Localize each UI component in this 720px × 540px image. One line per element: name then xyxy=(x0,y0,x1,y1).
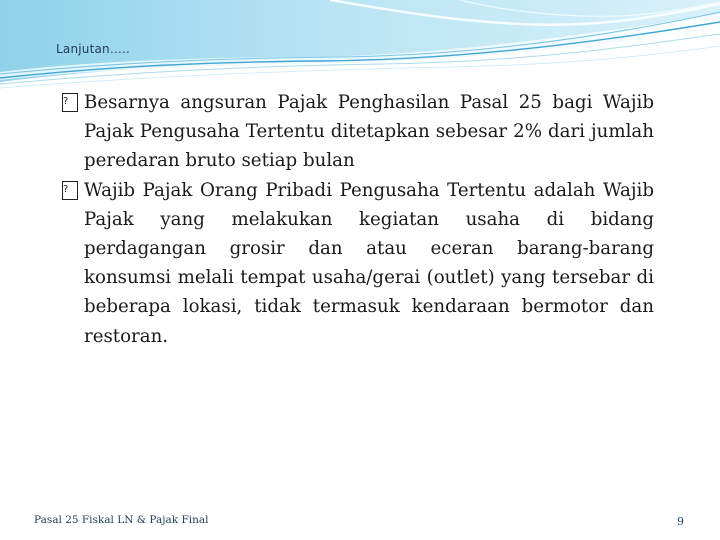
bullet-text-1: Besarnya angsuran Pajak Penghasilan Pasal 25 bagi Wajib Pajak Pengusaha Tertentu ditetapkan sebesar 2% dari jumlah peredaran bruto setiap bulan xyxy=(84,92,654,172)
bullet-text-2: Wajib Pajak Orang Pribadi Pengusaha Tertentu adalah Wajib Pajak yang melakukan kegiatan usaha di bidang perdagangan grosir dan atau eceran barang-barang konsumsi melali tempat usaha/gerai (outlet) yang tersebar di beberapa lokasi, tidak termasuk kendaraan bermotor dan restoran. xyxy=(84,179,654,347)
missing-glyph-bullet-icon: ? xyxy=(62,93,78,112)
bullet-item-2 xyxy=(62,176,654,351)
missing-glyph-bullet-icon: ? xyxy=(62,181,78,200)
footer-text: Pasal 25 Fiskal LN & Pajak Final xyxy=(34,514,209,526)
page-number: 9 xyxy=(677,515,684,528)
slide-title: Lanjutan….. xyxy=(56,42,131,56)
bullet-list xyxy=(62,88,654,351)
bullet-item-1 xyxy=(62,88,654,176)
